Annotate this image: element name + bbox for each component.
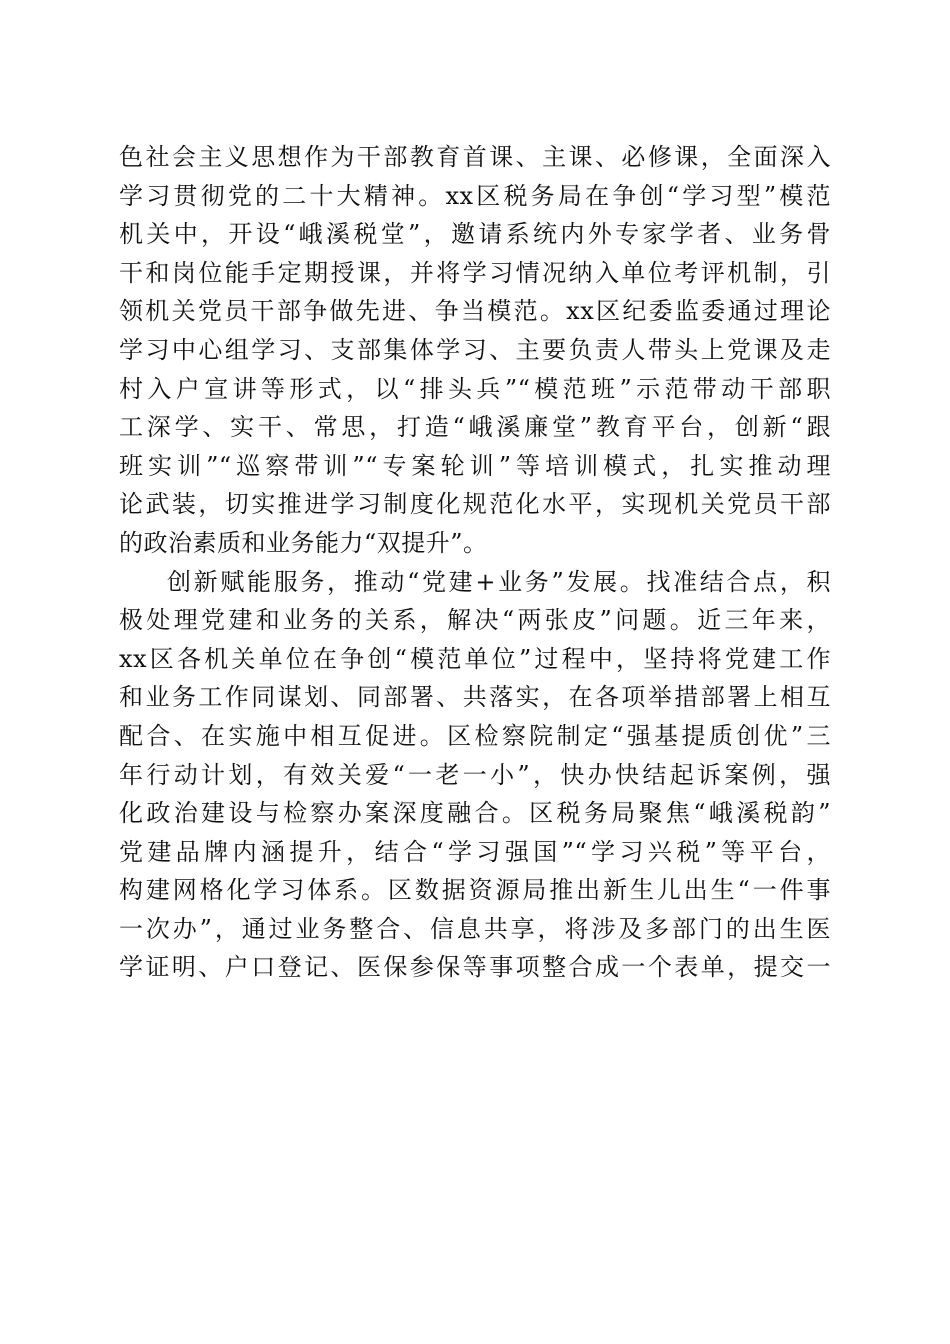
text-line: 干和岗位能手定期授课，并将学习情况纳入单位考评机制，引: [119, 258, 831, 287]
text-line: 配合、在实施中相互促进。区检察院制定“强基提质创优”三: [119, 721, 831, 750]
text-line: 党建品牌内涵提升，结合“学习强国”“学习兴税”等平台，: [119, 837, 831, 866]
text-line: 学习中心组学习、支部集体学习、主要负责人带头上党课及走: [119, 335, 831, 364]
text-line: 机关中，开设“峨溪税堂”，邀请系统内外专家学者、业务骨: [119, 220, 831, 249]
paragraph-2: [119, 563, 831, 988]
body-text: [119, 138, 831, 987]
text-line: 极处理党建和业务的关系，解决“两张皮”问题。近三年来，: [119, 606, 831, 635]
text-line: 的政治素质和业务能力“双提升”。: [119, 528, 488, 557]
text-line: 工深学、实干、常思，打造“峨溪廉堂”教育平台，创新“跟: [119, 413, 831, 442]
text-line: 构建网格化学习体系。区数据资源局推出新生儿出生“一件事: [119, 876, 831, 905]
text-line: 领机关党员干部争做先进、争当模范。xx区纪委监委通过理论: [119, 297, 831, 326]
text-line: 年行动计划，有效关爱“一老一小”，快办快结起诉案例，强: [119, 760, 831, 789]
paragraph-1: [119, 138, 831, 563]
text-line: 色社会主义思想作为干部教育首课、主课、必修课，全面深入: [119, 143, 831, 171]
text-line: 化政治建设与检察办案深度融合。区税务局聚焦“峨溪税韵”: [119, 799, 831, 828]
text-line: xx区各机关单位在争创“模范单位”过程中，坚持将党建工作: [119, 644, 831, 673]
text-line: 班实训”“巡察带训”“专案轮训”等培训模式，扎实推动理: [119, 451, 831, 480]
text-line: 和业务工作同谋划、同部署、共落实，在各项举措部署上相互: [119, 683, 831, 712]
text-line: 一次办”，通过业务整合、信息共享，将涉及多部门的出生医: [119, 914, 831, 943]
text-line: 创新赋能服务，推动“党建+业务”发展。找准结合点，积: [167, 567, 831, 596]
text-line: 学证明、户口登记、医保参保等事项整合成一个表单，提交一: [119, 953, 831, 982]
text-line: 学习贯彻党的二十大精神。xx区税务局在争创“学习型”模范: [119, 181, 831, 210]
text-line: 论武装，切实推进学习制度化规范化水平，实现机关党员干部: [119, 490, 831, 519]
text-line: 村入户宣讲等形式，以“排头兵”“模范班”示范带动干部职: [119, 374, 831, 403]
